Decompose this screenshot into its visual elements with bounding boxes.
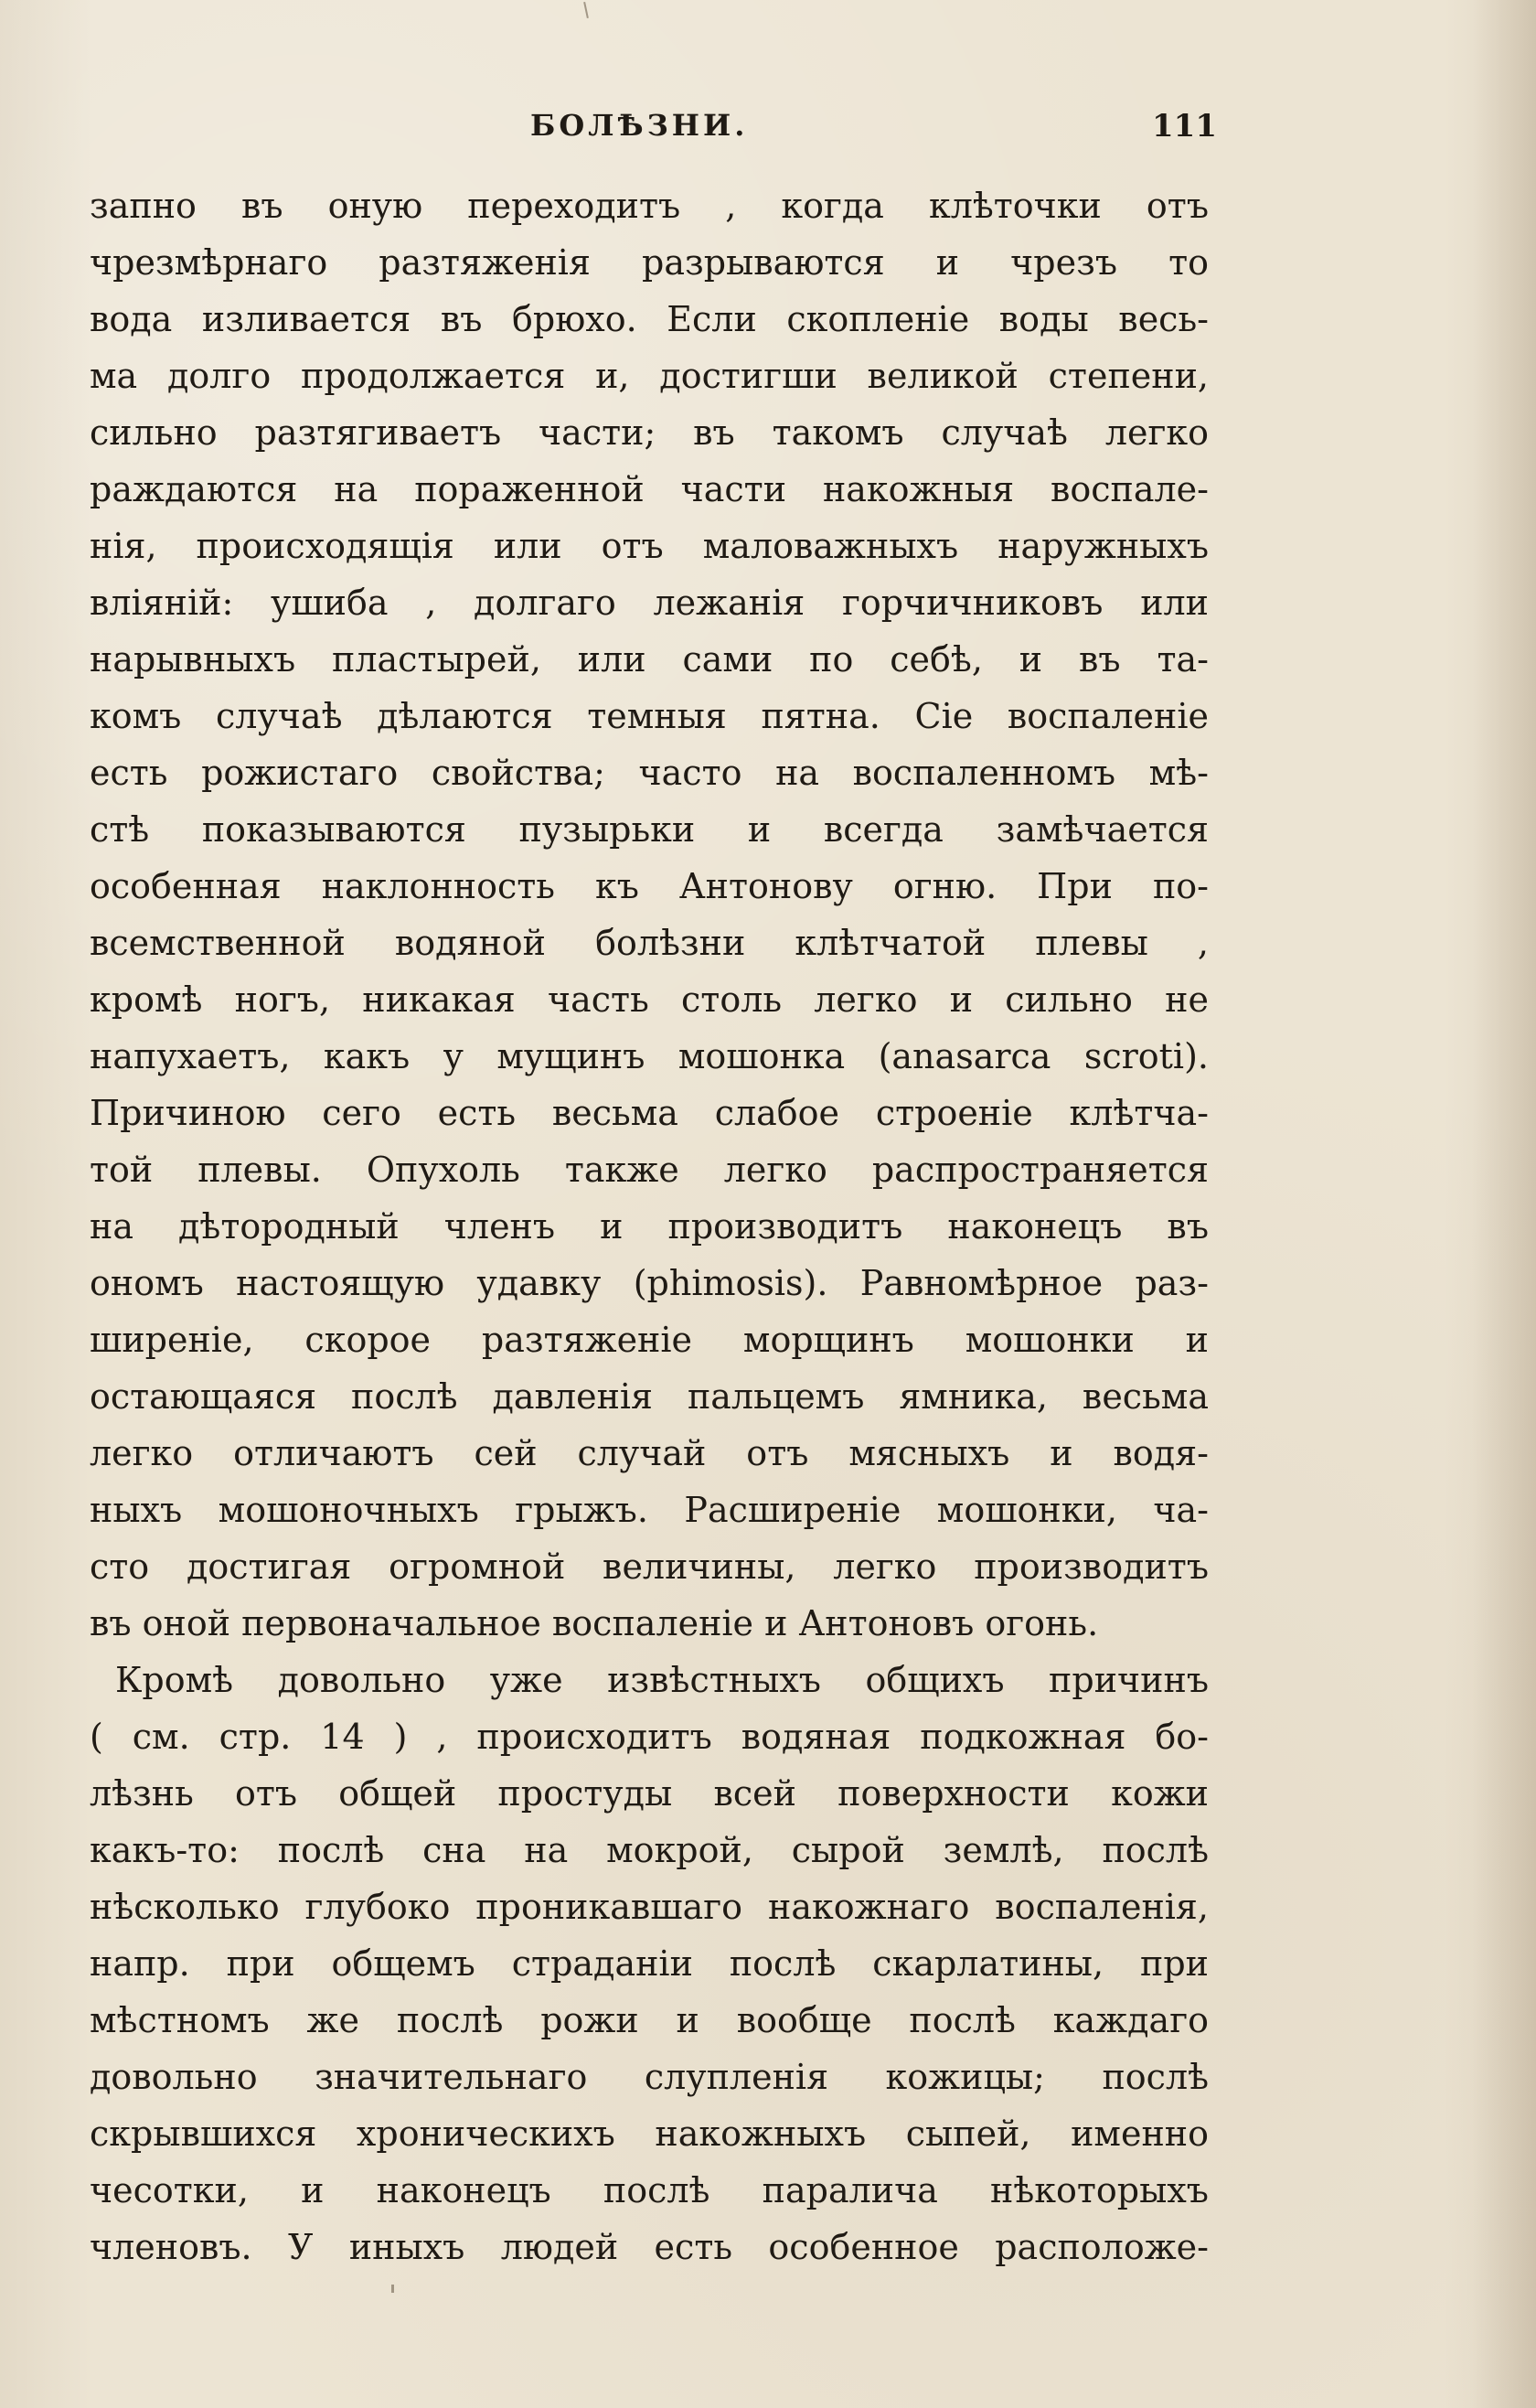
text-line: на дѣтородный членъ и производитъ наконецъ въ bbox=[90, 1206, 1209, 1247]
running-head: БОЛѢЗНИ. bbox=[530, 108, 749, 143]
text-line: чрезмѣрнаго разтяженія разрываются и чрезъ то bbox=[90, 242, 1209, 283]
page-header bbox=[0, 108, 1536, 163]
text-line: Причиною сего есть весьма слабое строеніе клѣтча- bbox=[90, 1093, 1209, 1133]
text-line: комъ случаѣ дѣлаются темныя пятна. Сіе воспаленіе bbox=[90, 696, 1209, 736]
text-line: Кромѣ довольно уже извѣстныхъ общихъ причинъ bbox=[115, 1660, 1209, 1700]
body-text bbox=[90, 177, 1209, 2275]
text-line: въ оной первоначальное воспаленіе и Антоновъ огонь. bbox=[90, 1603, 1099, 1643]
text-line: той плевы. Опухоль также легко распространяется bbox=[90, 1150, 1209, 1190]
page-mark-top bbox=[583, 2, 589, 18]
text-line: раждаются на пораженной части накожныя воспале- bbox=[90, 469, 1209, 509]
text-line: стѣ показываются пузырьки и всегда замѣчается bbox=[90, 809, 1209, 850]
page-mark-bottom bbox=[391, 2285, 394, 2293]
text-line: вода изливается въ брюхо. Если скопленіе воды весь- bbox=[90, 299, 1209, 339]
text-line: чесотки, и наконецъ послѣ паралича нѣкоторыхъ bbox=[90, 2170, 1209, 2210]
text-line: нѣсколько глубоко проникавшаго накожнаго воспаленія, bbox=[90, 1887, 1209, 1927]
text-line: легко отличаютъ сей случай отъ мясныхъ и водя- bbox=[90, 1433, 1209, 1473]
text-line: кромѣ ногъ, никакая часть столь легко и сильно не bbox=[90, 979, 1209, 1020]
text-line: ономъ настоящую удавку (phimosis). Равномѣрное раз- bbox=[90, 1263, 1209, 1303]
text-line: довольно значительнаго слупленія кожицы; послѣ bbox=[90, 2057, 1209, 2097]
text-line: ма долго продолжается и, достигши великой степени, bbox=[90, 356, 1209, 396]
text-line: нія, происходящія или отъ маловажныхъ наружныхъ bbox=[90, 526, 1209, 566]
text-line: какъ-то: послѣ сна на мокрой, сырой землѣ, послѣ bbox=[90, 1830, 1209, 1870]
text-line: запно въ оную переходитъ , когда клѣточки отъ bbox=[90, 186, 1209, 226]
text-line: особенная наклонность къ Антонову огню. При по- bbox=[90, 866, 1209, 906]
text-line: мѣстномъ же послѣ рожи и вообще послѣ каждаго bbox=[90, 2000, 1209, 2040]
text-line: напр. при общемъ страданіи послѣ скарлатины, при bbox=[90, 1943, 1209, 1984]
text-line: сто достигая огромной величины, легко производитъ bbox=[90, 1546, 1209, 1587]
text-line: всемственной водяной болѣзни клѣтчатой плевы , bbox=[90, 923, 1209, 963]
text-line: членовъ. У иныхъ людей есть особенное расположе- bbox=[90, 2227, 1209, 2267]
text-line: нарывныхъ пластырей, или сами по себѣ, и въ та- bbox=[90, 639, 1209, 680]
text-line: скрывшихся хроническихъ накожныхъ сыпей, именно bbox=[90, 2114, 1209, 2154]
text-line: остающаяся послѣ давленія пальцемъ ямника, весьма bbox=[90, 1376, 1209, 1417]
page-number: 111 bbox=[1152, 108, 1217, 144]
text-line: ныхъ мошоночныхъ грыжъ. Расширеніе мошонки, ча- bbox=[90, 1490, 1209, 1530]
text-line: есть рожистаго свойства; часто на воспаленномъ мѣ- bbox=[90, 753, 1209, 793]
text-line: ширеніе, скорое разтяженіе морщинъ мошонки и bbox=[90, 1320, 1209, 1360]
text-line: сильно разтягиваетъ части; въ такомъ случаѣ легко bbox=[90, 412, 1209, 453]
page-edge-shadow bbox=[1472, 0, 1536, 2408]
text-line: вліяній: ушиба , долгаго лежанія горчичниковъ или bbox=[90, 583, 1209, 623]
text-line: лѣзнь отъ общей простуды всей поверхности кожи bbox=[90, 1773, 1209, 1814]
text-line: напухаетъ, какъ у мущинъ мошонка (anasarca scroti). bbox=[90, 1036, 1209, 1076]
text-line: ( см. стр. 14 ) , происходитъ водяная подкожная бо- bbox=[90, 1717, 1209, 1757]
